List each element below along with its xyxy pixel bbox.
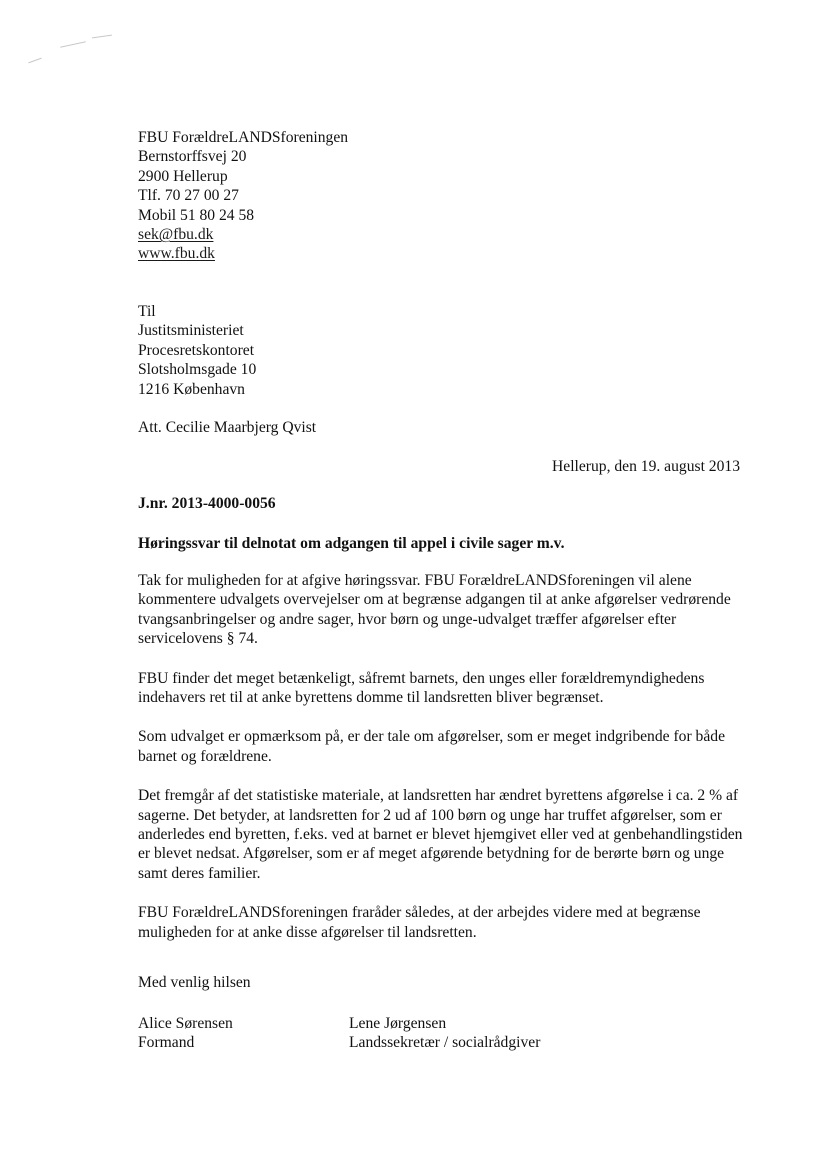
sender-organization: FBU ForældreLANDSforeningen (138, 129, 349, 146)
recipient-street: Slotsholmsgade 10 (138, 361, 257, 379)
recipient-office: Procesretskontoret (138, 341, 255, 359)
signatory-title: Formand (138, 1034, 195, 1052)
sender-phone: Tlf. 70 27 00 27 (138, 187, 239, 205)
letter-subject: Høringssvar til delnotat om adgangen til appel i civile sager m.v. (138, 535, 565, 552)
signatory-name: Alice Sørensen (138, 1015, 233, 1032)
recipient-city: 1216 København (138, 380, 245, 398)
letter-body (138, 571, 746, 962)
sender-mobile: Mobil 51 80 24 58 (138, 206, 255, 224)
letter-date: Hellerup, den 19. august 2013 (552, 458, 740, 475)
sender-email-link[interactable]: sek@fbu.dk (138, 226, 214, 244)
body-paragraph: FBU ForældreLANDSforeningen fraråder således, at der arbejdes videre med at begrænse muligheden for at anke disse afgørelser til landsretten. (138, 904, 701, 941)
recipient-ministry: Justitsministeriet (138, 322, 244, 340)
signatory-2 (349, 1014, 540, 1053)
scan-artifact (60, 41, 86, 47)
recipient-to: Til (138, 303, 156, 320)
body-paragraph: Som udvalget er opmærksom på, er der tale om afgørelser, som er meget indgribende for både barnet og forældrene. (138, 728, 725, 765)
sender-website-link[interactable]: www.fbu.dk (138, 245, 215, 263)
recipient-address-block (138, 302, 256, 399)
sender-street: Bernstorffsvej 20 (138, 148, 247, 166)
sender-city: 2900 Hellerup (138, 167, 228, 185)
signatory-1 (138, 1014, 233, 1053)
attention-line: Att. Cecilie Maarbjerg Qvist (138, 419, 317, 436)
signatory-title: Landssekretær / socialrådgiver (349, 1034, 541, 1052)
signatory-name: Lene Jørgensen (349, 1015, 447, 1032)
body-paragraph: FBU finder det meget betænkeligt, såfremt barnets, den unges eller forældremyndighedens indehavers ret til at anke byrettens domme til landsretten bliver begrænset. (138, 669, 705, 707)
journal-number: J.nr. 2013-4000-0056 (138, 495, 276, 512)
scan-artifact (92, 35, 112, 39)
scan-artifact (28, 58, 41, 64)
body-paragraph: Tak for muligheden for at afgive høringssvar. FBU ForældreLANDSforeningen vil alene kommentere udvalgets overvejelser om at begrænse adgangen til at anke afgørelser vedrørende tvangsanbringelser og andre sager, hvor børn og unge-udvalget træffer afgørelser efter servicelovens § 74. (138, 572, 731, 648)
sender-address-block (138, 128, 348, 264)
body-paragraph: Det fremgår af det statistiske materiale, at landsretten har ændret byrettens afgørelse i ca. 2 % af sagerne. Det betyder, at landsretten for 2 ud af 100 børn og unge har truffet afgørelser, som er anderledes end byretten, f.eks. ved at barnet er blevet hjemgivet eller ved at genbehandlingstiden er blevet nedsat. Afgørelser, som er af meget afgørende betydning for de berørte børn og unge samt deres familier. (138, 787, 743, 882)
closing-salutation: Med venlig hilsen (138, 974, 251, 991)
